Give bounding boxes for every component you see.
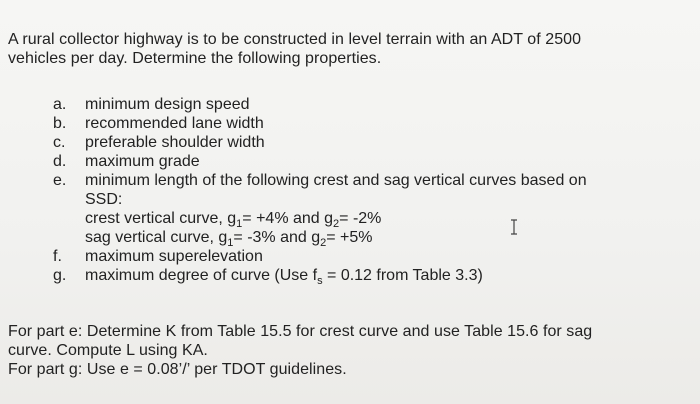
list-item-text-post: = 0.12 from Table 3.3) [322,267,483,284]
list-item-g [53,266,587,288]
list-item-c [53,133,587,152]
notes-line-3: For part g: Use e = 0.08’/’ per TDOT guidelines. [8,361,347,378]
list-item-e [53,171,587,250]
list-item-text: maximum superelevation [85,248,263,265]
list-marker: g. [53,267,67,284]
crest-text-pre: crest vertical curve, g [85,210,237,227]
notes-line-1: For part e: Determine K from Table 15.5 for crest curve and use Table 15.6 for sag [8,323,593,340]
sag-text-mid: = -3% and g [233,229,321,246]
list-marker: a. [53,96,67,113]
list-marker: b. [53,115,67,132]
list-marker: f. [53,248,62,265]
sag-subscript-1: 1 [227,237,234,250]
notes-line-2: curve. Compute L using KA. [8,342,208,359]
list-item-text: recommended lane width [85,115,264,132]
list-marker: e. [53,172,67,189]
instructions [8,322,592,379]
list-item-text: minimum length of the following crest and sag vertical curves based on [85,172,587,189]
crest-text-post: = -2% [339,210,382,227]
list-marker: c. [53,134,66,151]
text-cursor-icon [509,219,519,235]
list-item-text: minimum design speed [85,96,250,113]
list-item-d [53,152,587,171]
sag-text-pre: sag vertical curve, g [85,229,228,246]
sag-subscript-2: 2 [320,237,327,250]
crest-subscript-2: 2 [333,218,340,231]
list-item-f [53,247,587,266]
list-marker: d. [53,153,67,170]
problem-statement [8,30,581,68]
list-item-text-pre: maximum degree of curve (Use f [85,267,318,284]
crest-text-mid: = +4% and g [242,210,334,227]
intro-line-2: vehicles per day. Determine the following properties. [8,50,382,67]
list-item-e-continuation: SSD: [85,191,123,208]
list-item-subscript: s [317,275,323,288]
crest-subscript-1: 1 [236,218,243,231]
list-item-text: preferable shoulder width [85,134,265,151]
list-item-a [53,95,587,114]
sag-text-post: = +5% [326,229,373,246]
list-item-text: maximum grade [85,153,200,170]
question-list [53,95,587,288]
list-item-b [53,114,587,133]
intro-line-1: A rural collector highway is to be constructed in level terrain with an ADT of 2500 [8,31,582,48]
